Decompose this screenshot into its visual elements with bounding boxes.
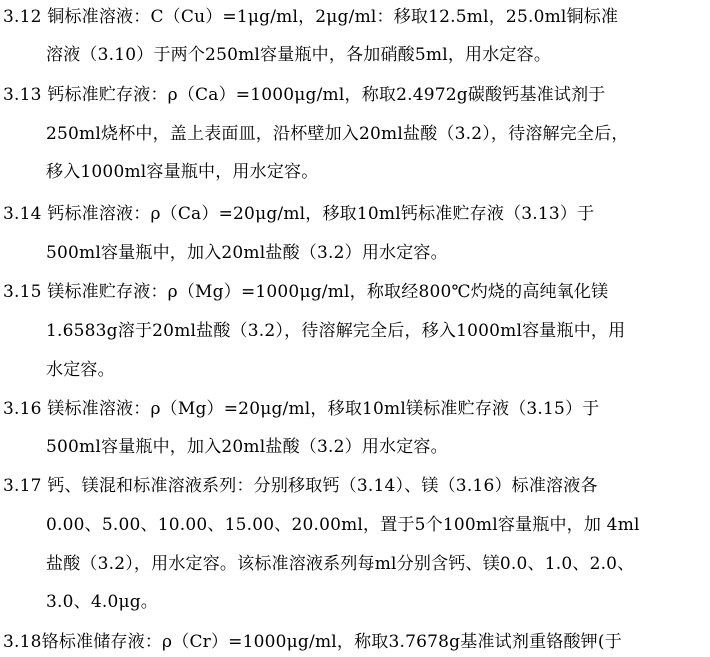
- text-line: 500ml容量瓶中，加入20ml盐酸（3.2）用水定容。: [46, 243, 448, 263]
- text-line: 3.18铬标准储存液：ρ（Cr）=1000μg/ml，称取3.7678g基准试剂重铬酸钾(于: [3, 632, 622, 652]
- text-line: 水定容。: [46, 360, 115, 380]
- text-line: 0.00、5.00、10.00、15.00、20.00ml，置于5个100ml容量瓶中，加 4ml: [46, 515, 640, 535]
- text-line: 500ml容量瓶中，加入20ml盐酸（3.2）用水定容。: [46, 437, 448, 457]
- text-line: 3.17 钙、镁混和标准溶液系列：分别移取钙（3.14）、镁（3.16）标准溶液各: [3, 476, 598, 496]
- text-line: 3.16 镁标准溶液：ρ（Mg）=20μg/ml，移取10ml镁标准贮存液（3.15）于: [3, 399, 600, 419]
- text-line: 3.14 钙标准溶液：ρ（Ca）=20μg/ml，移取10ml钙标准贮存液（3.13）于: [3, 204, 595, 224]
- text-line: 3.12 铜标准溶液：C（Cu）=1μg/ml，2μg/ml：移取12.5ml，25.0ml铜标准: [3, 7, 619, 27]
- text-line: 1.6583g溶于20ml盐酸（3.2），待溶解完全后，移入1000ml容量瓶中，用: [46, 321, 626, 341]
- text-line: 3.15 镁标准贮存液：ρ（Mg）=1000μg/ml，称取经800℃灼烧的高纯氧化镁: [3, 282, 609, 302]
- text-line: 溶液（3.10）于两个250ml容量瓶中，各加硝酸5ml，用水定容。: [46, 45, 552, 65]
- text-line: 250ml烧杯中，盖上表面皿，沿杯壁加入20ml盐酸（3.2），待溶解完全后，: [46, 124, 629, 144]
- text-line: 3.0、4.0μg。: [46, 592, 159, 612]
- text-line: 移入1000ml容量瓶中，用水定容。: [46, 162, 319, 182]
- text-line: 3.13 钙标准贮存液：ρ（Ca）=1000μg/ml，称取2.4972g碳酸钙基准试剂于: [3, 85, 606, 105]
- text-line: 盐酸（3.2），用水定容。该标准溶液系列每ml分别含钙、镁0.0、1.0、2.0、: [46, 554, 635, 574]
